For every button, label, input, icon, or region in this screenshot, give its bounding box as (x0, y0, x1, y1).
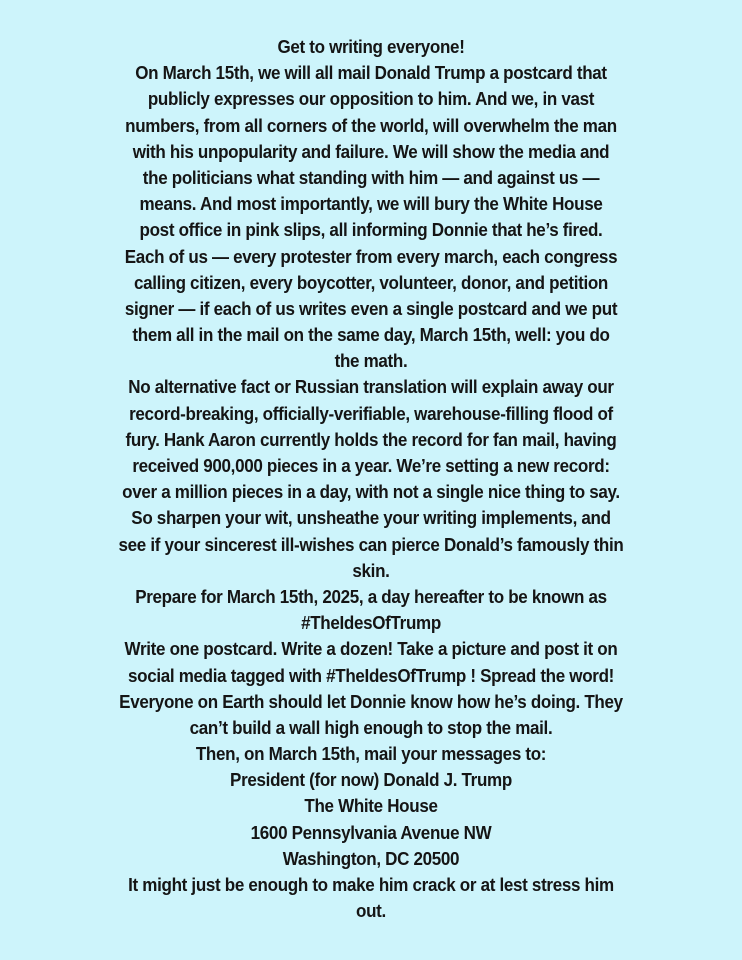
text-line: On March 15th, we will all mail Donald Trump a postcard that (135, 62, 607, 84)
heading-line: Get to writing everyone! (277, 36, 465, 57)
text-line: Write one postcard. Write a dozen! Take a picture and post it on (124, 638, 618, 660)
text-line: skin. (352, 559, 390, 581)
text-line: see if your sincerest ill-wishes can pierce Donald’s famously thin (118, 533, 624, 555)
text-line: received 900,000 pieces in a year. We’re setting a new record: (132, 455, 610, 476)
text-line: It might just be enough to make him crack or at lest stress him (128, 874, 614, 895)
text-line: No alternative fact or Russian translation will explain away our (128, 376, 614, 398)
text-line: social media tagged with #TheIdesOfTrump ! Spread the word! (127, 664, 615, 686)
text-line: the politicians what standing with him — and against us — (142, 166, 600, 188)
text-line: signer — if each of us writes even a single postcard and we put (124, 297, 618, 319)
text-line: Then, on March 15th, mail your messages to: (195, 743, 547, 765)
text-line: calling citizen, every boycotter, volunteer, donor, and petition (133, 271, 609, 293)
text-line: with his unpopularity and failure. We will show the media and (132, 140, 610, 162)
text-line: numbers, from all corners of the world, will overwhelm the man (125, 114, 617, 136)
text-line: post office in pink slips, all informing Donnie that he’s fired. (139, 219, 603, 241)
text-line: fury. Hank Aaron currently holds the record for fan mail, having (125, 428, 617, 450)
address-street: 1600 Pennsylvania Avenue NW (250, 821, 492, 843)
text-line: can’t build a wall high enough to stop the mail. (189, 716, 553, 738)
address-recipient: President (for now) Donald J. Trump (230, 769, 512, 791)
text-line: the math. (334, 350, 408, 372)
text-line: So sharpen your wit, unsheathe your writing implements, and (131, 507, 611, 529)
text-line: means. And most importantly, we will bury the White House (139, 193, 603, 215)
text-line: Prepare for March 15th, 2025, a day hereafter to be known as (135, 585, 607, 607)
text-line: record-breaking, officially-verifiable, warehouse-filling flood of (129, 402, 613, 424)
address-city: Washington, DC 20500 (282, 847, 460, 869)
text-line: out. (356, 900, 386, 922)
hashtag-line: #TheIdesOfTrump (301, 612, 441, 634)
text-line: Everyone on Earth should let Donnie know how he’s doing. They (119, 690, 623, 712)
address-building: The White House (304, 795, 438, 817)
flyer-text (0, 34, 742, 924)
text-line: them all in the mail on the same day, March 15th, well: you do (132, 324, 610, 346)
text-line: over a million pieces in a day, with not a single nice thing to say. (122, 481, 620, 503)
text-line: publicly expresses our opposition to him. And we, in vast (147, 88, 595, 110)
text-line: Each of us — every protester from every march, each congress (124, 245, 618, 267)
